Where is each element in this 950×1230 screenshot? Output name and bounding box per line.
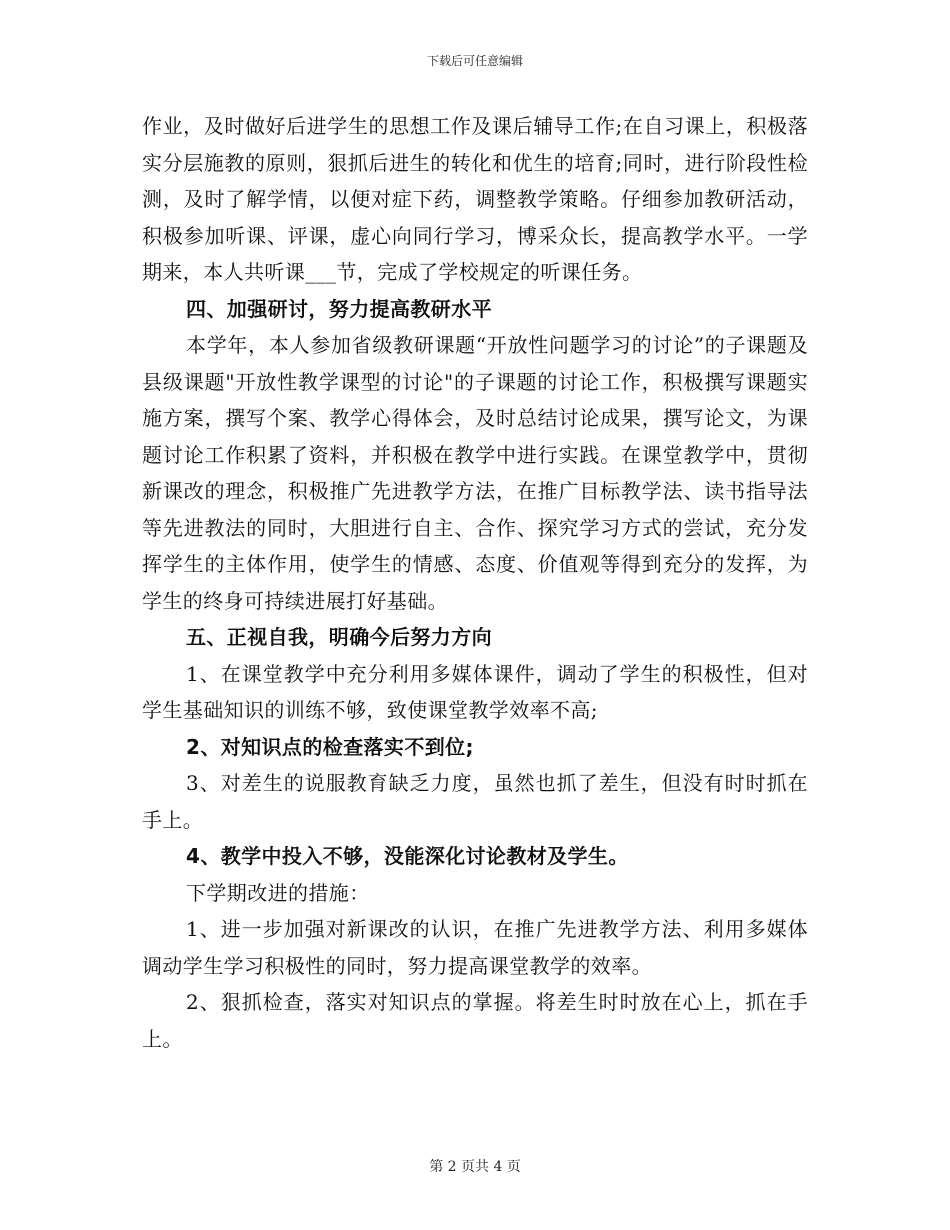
list-item-3: 3、对差生的说服教育缺乏力度，虽然也抓了差生，但没有时时抓在手上。 [142,771,808,832]
list-item-2: 2、对知识点的检查落实不到位; [186,734,474,759]
list-item-1: 1、在课堂教学中充分利用多媒体课件，调动了学生的积极性，但对学生基础知识的训练不够，致使课堂教学效率不高; [142,661,808,722]
page-header: 下载后可任意编辑 [426,54,523,68]
section-heading-4: 四、加强研讨，努力提高教研水平 [186,296,492,321]
improvement-item-1: 1、进一步加强对新课改的认识，在推广先进教学方法、利用多媒体调动学生学习积极性的同时，努力提高课堂教学的效率。 [142,917,808,978]
section-heading-5: 五、正视自我，明确今后努力方向 [186,625,492,649]
paragraph-continuation: 作业，及时做好后进学生的思想工作及课后辅导工作;在自习课上，积极落实分层施教的原则，狠抓后进生的转化和优生的培育;同时，进行阶段性检测，及时了解学情，以便对症下药，调整教学策略。仔细参加教研活动，积极参加听课、评课，虚心向同行学习，博采众长，提高教学水平。一学期来，本人共听课___节，完成了学校规定的听课任务。 [142,114,808,284]
paragraph-research: 本学年，本人参加省级教研课题“开放性问题学习的讨论”的子课题及县级课题"开放性教学课型的讨论"的子课题的讨论工作，积极撰写课题实施方案，撰写个案、教学心得体会，及时总结讨论成果，撰写论文，为课题讨论工作积累了资料，并积极在教学中进行实践。在课堂教学中，贯彻新课改的理念，积极推广先进教学方法，在推广目标教学法、读书指导法等先进教法的同时，大胆进行自主、合作、探究学习方式的尝试，充分发挥学生的主体作用，使学生的情感、态度、价值观等得到充分的发挥，为学生的终身可持续进展打好基础。 [142,333,808,613]
improvement-item-2: 2、狠抓检查，落实对知识点的掌握。将差生时时放在心上，抓在手上。 [142,990,808,1051]
improvement-intro: 下学期改进的措施： [186,880,370,905]
page-footer: 第 2 页共 4 页 [429,1159,521,1175]
document-body [142,108,808,1057]
list-item-4: 4、教学中投入不够，没能深化讨论教材及学生。 [186,844,629,868]
